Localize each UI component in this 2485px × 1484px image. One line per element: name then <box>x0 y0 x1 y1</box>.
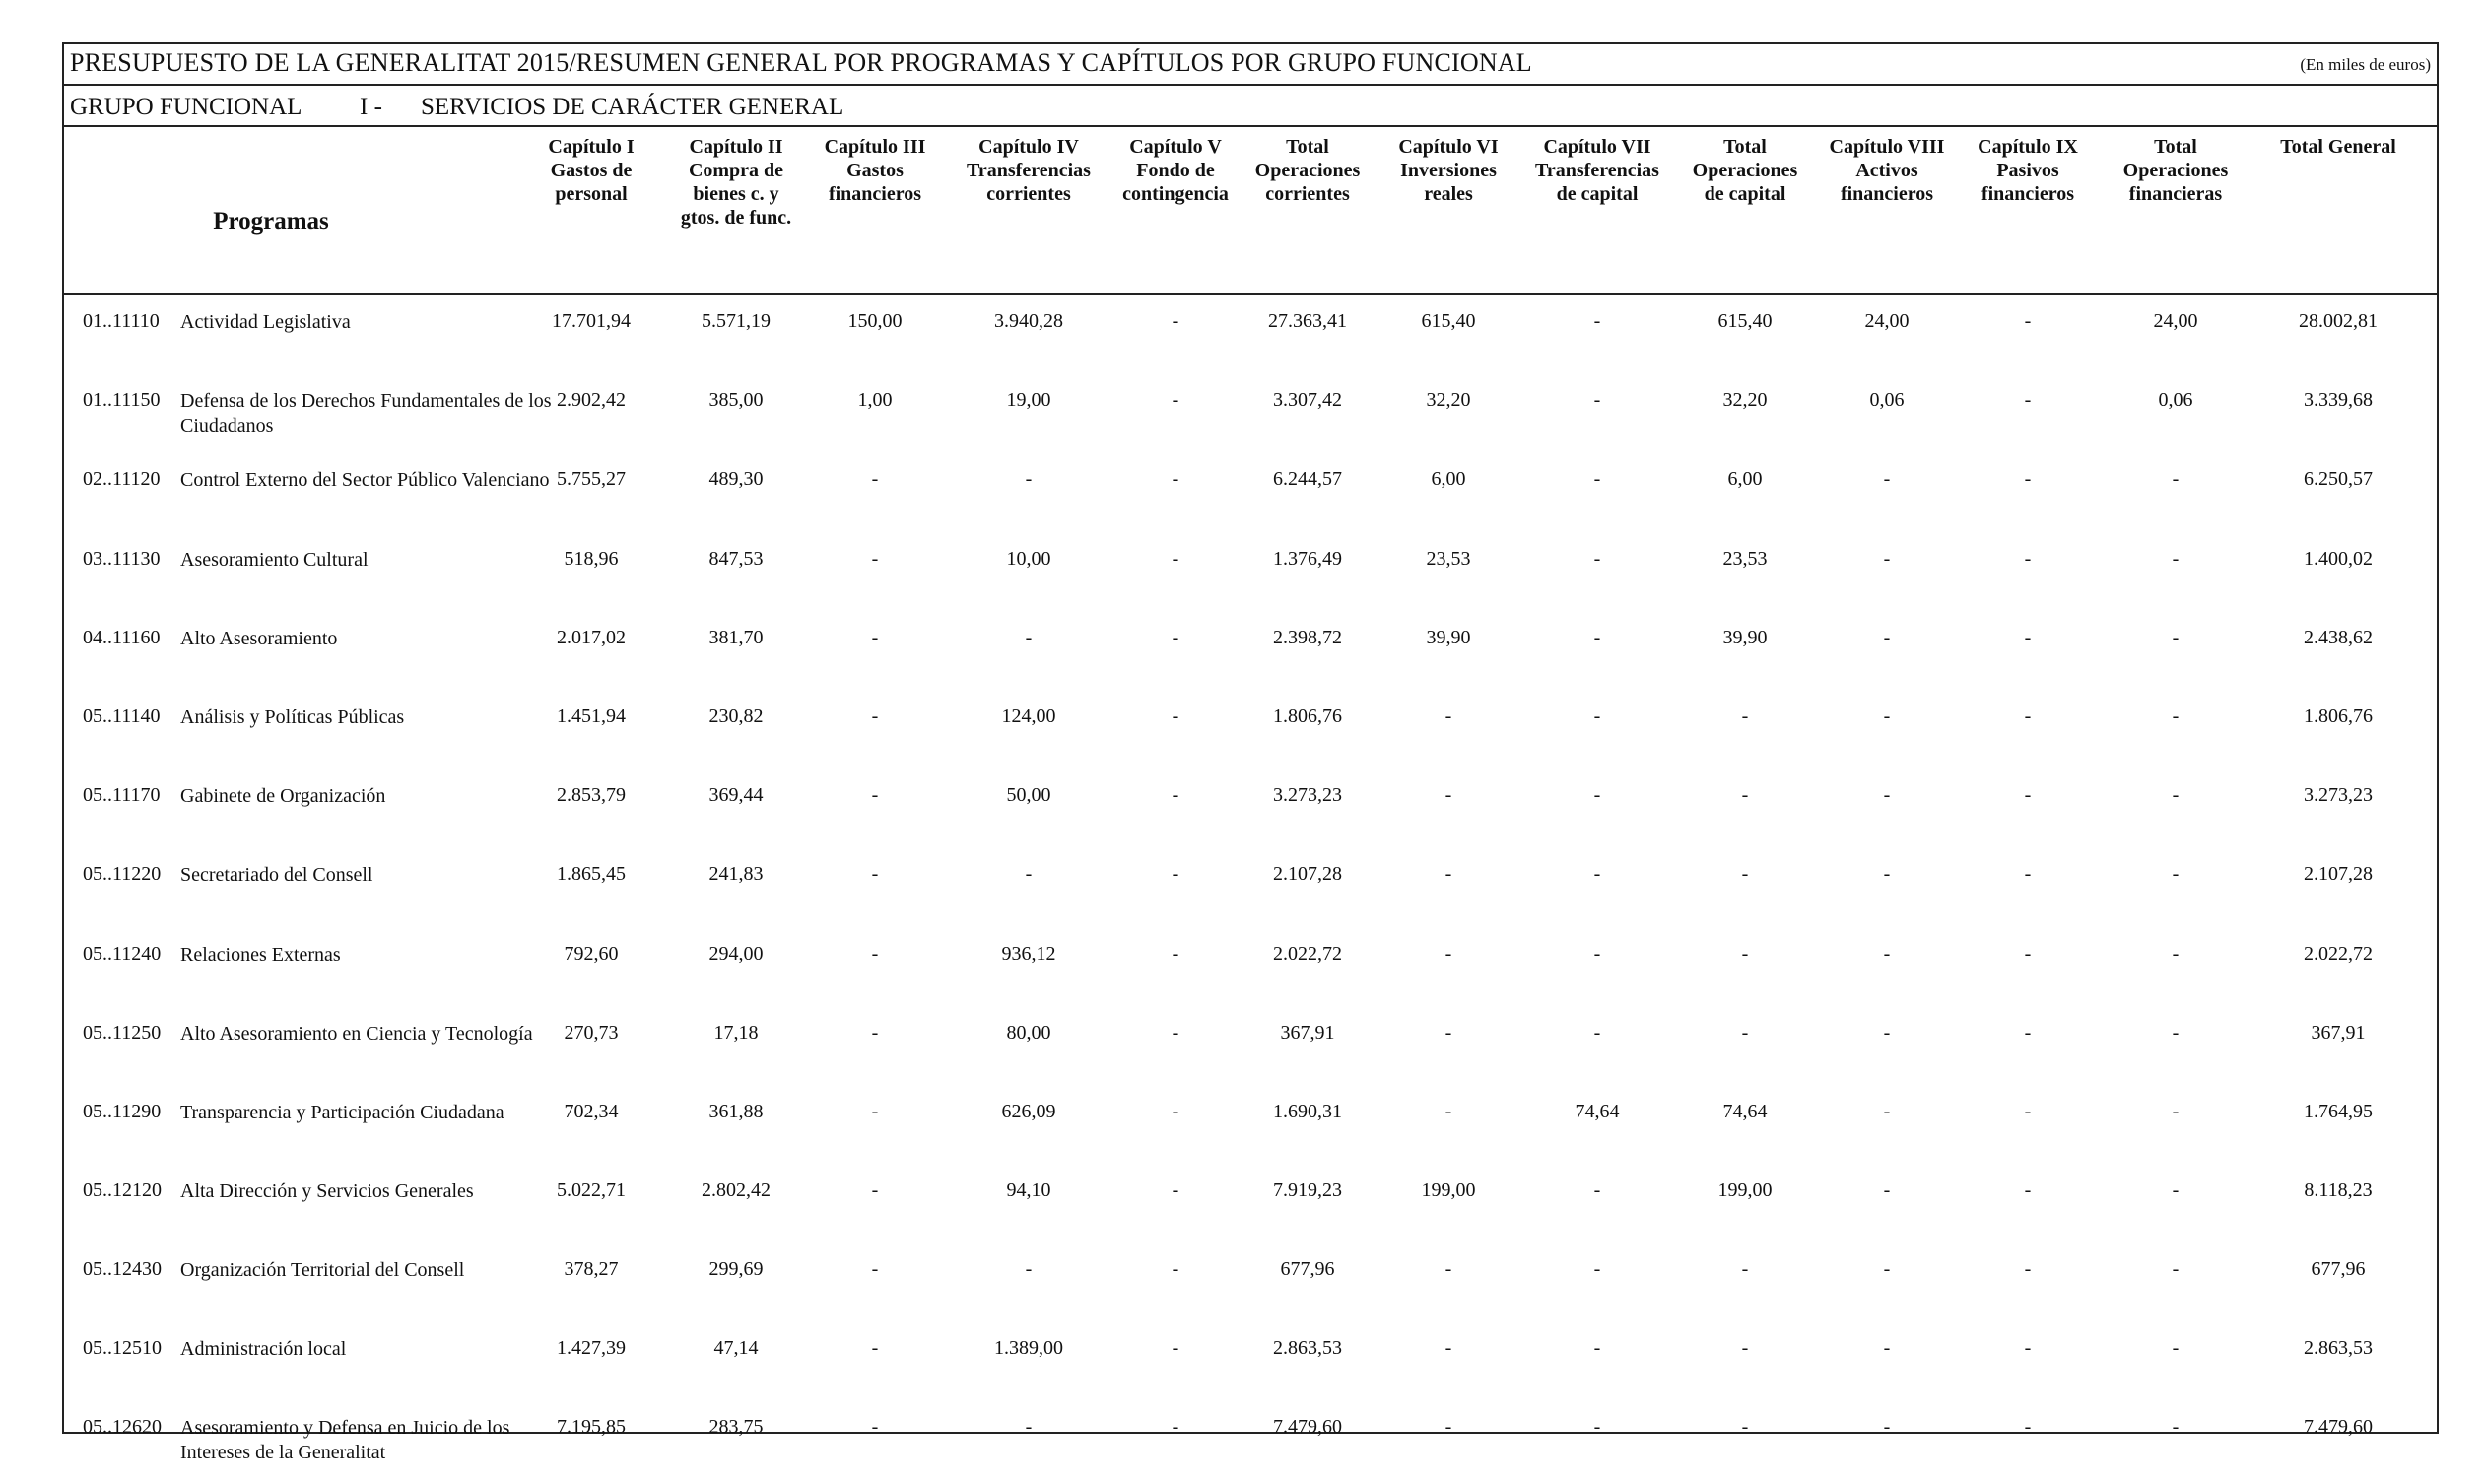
cell-value: - <box>1593 1337 1601 1359</box>
cell-value: - <box>1172 943 1179 965</box>
cell-value: 3.940,28 <box>994 310 1063 332</box>
program-code: 05..11170 <box>83 784 161 806</box>
cell-value: 283,75 <box>708 1416 764 1438</box>
column-header: Capítulo IV Transferencias corrientes <box>967 136 1091 205</box>
table-header <box>64 127 2437 295</box>
program-name: Administración local <box>180 1338 347 1360</box>
cell-value: 24,00 <box>1864 310 1910 332</box>
program-name: Alta Dirección y Servicios Generales <box>180 1180 474 1202</box>
cell-value: 2.802,42 <box>702 1180 771 1201</box>
cell-value: - <box>871 468 879 490</box>
cell-value: - <box>871 943 879 965</box>
cell-value: - <box>1741 863 1749 885</box>
cell-value: 792,60 <box>564 943 619 965</box>
cell-value: 1,00 <box>857 389 893 411</box>
cell-value: - <box>1883 1258 1891 1280</box>
program-name: Análisis y Políticas Públicas <box>180 707 405 728</box>
cell-value: - <box>2172 1180 2180 1201</box>
group-label: GRUPO FUNCIONAL <box>70 94 302 120</box>
program-code: 05..12510 <box>83 1337 162 1359</box>
cell-value: - <box>1172 1101 1179 1122</box>
group-name: SERVICIOS DE CARÁCTER GENERAL <box>421 94 844 120</box>
document-title: PRESUPUESTO DE LA GENERALITAT 2015/RESUMEN GENERAL POR PROGRAMAS Y CAPÍTULOS POR GRUPO FUNCIONAL <box>70 48 1532 77</box>
program-code: 05..11140 <box>83 706 161 727</box>
cell-value: - <box>1883 1180 1891 1201</box>
cell-value: 1.865,45 <box>557 863 626 885</box>
program-code: 01..11150 <box>83 389 161 411</box>
cell-value: 2.107,28 <box>2304 863 2373 885</box>
cell-value: - <box>2024 863 2032 885</box>
cell-value: 0,06 <box>2158 389 2193 411</box>
cell-value: - <box>1172 863 1179 885</box>
cell-value: 677,96 <box>1280 1258 1335 1280</box>
cell-value: - <box>2024 943 2032 965</box>
program-code: 05..11290 <box>83 1101 162 1122</box>
cell-value: - <box>1444 1258 1452 1280</box>
cell-value: 361,88 <box>708 1101 764 1122</box>
column-header: Total Operaciones financieras <box>2122 136 2229 205</box>
cell-value: - <box>1593 627 1601 648</box>
cell-value: - <box>1593 784 1601 806</box>
cell-value: - <box>871 627 879 648</box>
cell-value: 5.571,19 <box>702 310 771 332</box>
cell-value: - <box>1172 1180 1179 1201</box>
cell-value: - <box>1025 627 1033 648</box>
program-name: Secretariado del Consell <box>180 864 373 886</box>
cell-value: 626,09 <box>1001 1101 1056 1122</box>
cell-value: 1.764,95 <box>2304 1101 2373 1122</box>
cell-value: - <box>1883 784 1891 806</box>
cell-value: 32,20 <box>1426 389 1471 411</box>
table-row <box>64 452 2437 531</box>
cell-value: - <box>1741 1022 1749 1044</box>
cell-value: 2.438,62 <box>2304 627 2373 648</box>
cell-value: 6,00 <box>1431 468 1466 490</box>
program-name: Asesoramiento Cultural <box>180 549 369 571</box>
cell-value: 5.755,27 <box>557 468 626 490</box>
column-header: Capítulo II Compra de bienes c. y gtos. de func. <box>680 136 792 229</box>
cell-value: - <box>1172 627 1179 648</box>
column-header: Capítulo III Gastos financieros <box>824 136 926 205</box>
cell-value: - <box>2024 1416 2032 1438</box>
program-name: Asesoramiento y Defensa en Juicio de los Intereses de la Generalitat <box>180 1417 510 1463</box>
cell-value: - <box>2024 468 2032 490</box>
budget-table-frame <box>62 42 2439 1463</box>
cell-value: - <box>1593 468 1601 490</box>
program-name: Defensa de los Derechos Fundamentales de los Ciudadanos <box>180 390 552 437</box>
table-row <box>64 769 2437 847</box>
cell-value: 1.389,00 <box>994 1337 1063 1359</box>
cell-value: 39,90 <box>1722 627 1768 648</box>
cell-value: 1.427,39 <box>557 1337 626 1359</box>
cell-value: 7.195,85 <box>557 1416 626 1438</box>
column-header: Capítulo VIII Activos financieros <box>1829 136 1945 205</box>
cell-value: - <box>1593 310 1601 332</box>
cell-value: - <box>2024 548 2032 570</box>
cell-value: - <box>871 548 879 570</box>
cell-value: - <box>1593 389 1601 411</box>
cell-value: - <box>1025 1416 1033 1438</box>
cell-value: 74,64 <box>1722 1101 1768 1122</box>
cell-value: 2.017,02 <box>557 627 626 648</box>
cell-value: 615,40 <box>1421 310 1476 332</box>
cell-value: 8.118,23 <box>2304 1180 2373 1201</box>
cell-value: 299,69 <box>708 1258 764 1280</box>
cell-value: - <box>871 1101 879 1122</box>
cell-value: - <box>871 1022 879 1044</box>
program-name: Alto Asesoramiento en Ciencia y Tecnología <box>180 1023 533 1045</box>
cell-value: - <box>1593 1416 1601 1438</box>
cell-value: 17.701,94 <box>552 310 631 332</box>
cell-value: 2.902,42 <box>557 389 626 411</box>
functional-group-row <box>64 86 2437 127</box>
group-number: I - <box>360 94 382 120</box>
cell-value: - <box>1172 468 1179 490</box>
cell-value: - <box>2024 706 2032 727</box>
cell-value: 3.273,23 <box>1273 784 1342 806</box>
cell-value: - <box>2172 1022 2180 1044</box>
cell-value: - <box>2024 1180 2032 1201</box>
cell-value: 6.244,57 <box>1273 468 1342 490</box>
cell-value: 32,20 <box>1722 389 1768 411</box>
cell-value: - <box>2172 1337 2180 1359</box>
cell-value: - <box>2024 1101 2032 1122</box>
cell-value: 7.919,23 <box>1273 1180 1342 1201</box>
column-header: Capítulo V Fondo de contingencia <box>1122 136 1229 205</box>
cell-value: 124,00 <box>1001 706 1056 727</box>
cell-value: 2.863,53 <box>1273 1337 1342 1359</box>
cell-value: - <box>1741 784 1749 806</box>
cell-value: - <box>1883 1101 1891 1122</box>
cell-value: 17,18 <box>713 1022 759 1044</box>
cell-value: 615,40 <box>1717 310 1773 332</box>
cell-value: - <box>1593 1180 1601 1201</box>
cell-value: 6,00 <box>1727 468 1763 490</box>
cell-value: 230,82 <box>708 706 764 727</box>
column-header: Capítulo I Gastos de personal <box>548 136 635 205</box>
cell-value: 94,10 <box>1006 1180 1051 1201</box>
cell-value: 369,44 <box>708 784 764 806</box>
column-header: Total Operaciones de capital <box>1692 136 1798 205</box>
cell-value: 385,00 <box>708 389 764 411</box>
cell-value: - <box>871 1337 879 1359</box>
program-name: Alto Asesoramiento <box>180 628 338 649</box>
cell-value: 936,12 <box>1001 943 1056 965</box>
cell-value: - <box>2172 706 2180 727</box>
cell-value: 28.002,81 <box>2299 310 2378 332</box>
cell-value: - <box>871 1258 879 1280</box>
cell-value: - <box>1593 706 1601 727</box>
cell-value: 2.853,79 <box>557 784 626 806</box>
cell-value: - <box>2172 1258 2180 1280</box>
program-name: Actividad Legislativa <box>180 311 351 333</box>
cell-value: - <box>1025 468 1033 490</box>
cell-value: 367,91 <box>2311 1022 2366 1044</box>
cell-value: - <box>1444 863 1452 885</box>
cell-value: - <box>1172 389 1179 411</box>
cell-value: - <box>1883 627 1891 648</box>
cell-value: 1.400,02 <box>2304 548 2373 570</box>
cell-value: - <box>1593 943 1601 965</box>
table-row <box>64 1164 2437 1243</box>
cell-value: - <box>2172 468 2180 490</box>
column-header: Capítulo VII Transferencias de capital <box>1535 136 1659 205</box>
cell-value: 10,00 <box>1006 548 1051 570</box>
cell-value: - <box>2172 784 2180 806</box>
table-row <box>64 690 2437 769</box>
cell-value: 702,34 <box>564 1101 619 1122</box>
cell-value: - <box>1444 784 1452 806</box>
programs-header: Programas <box>213 208 329 235</box>
cell-value: 518,96 <box>564 548 619 570</box>
program-code: 05..11250 <box>83 1022 162 1044</box>
cell-value: 2.398,72 <box>1273 627 1342 648</box>
cell-value: 39,90 <box>1426 627 1471 648</box>
column-header: Capítulo IX Pasivos financieros <box>1978 136 2078 205</box>
cell-value: 3.307,42 <box>1273 389 1342 411</box>
cell-value: - <box>1741 943 1749 965</box>
cell-value: - <box>2024 1337 2032 1359</box>
cell-value: - <box>1172 548 1179 570</box>
program-code: 05..11240 <box>83 943 162 965</box>
cell-value: 0,06 <box>1869 389 1905 411</box>
cell-value: - <box>1741 1416 1749 1438</box>
cell-value: - <box>1444 706 1452 727</box>
cell-value: - <box>1593 863 1601 885</box>
program-name: Control Externo del Sector Público Valenciano <box>180 469 550 491</box>
cell-value: - <box>1883 1022 1891 1044</box>
program-code: 04..11160 <box>83 627 161 648</box>
cell-value: 2.022,72 <box>1273 943 1342 965</box>
cell-value: - <box>2024 1022 2032 1044</box>
program-code: 01..11110 <box>83 310 160 332</box>
cell-value: - <box>1883 863 1891 885</box>
cell-value: 19,00 <box>1006 389 1051 411</box>
cell-value: - <box>2024 627 2032 648</box>
cell-value: - <box>1444 1101 1452 1122</box>
cell-value: 50,00 <box>1006 784 1051 806</box>
cell-value: 2.863,53 <box>2304 1337 2373 1359</box>
cell-value: - <box>1883 706 1891 727</box>
table-row <box>64 1006 2437 1085</box>
cell-value: 6.250,57 <box>2304 468 2373 490</box>
cell-value: - <box>1883 1416 1891 1438</box>
cell-value: 2.107,28 <box>1273 863 1342 885</box>
cell-value: - <box>1593 548 1601 570</box>
cell-value: 150,00 <box>847 310 903 332</box>
cell-value: 3.339,68 <box>2304 389 2373 411</box>
cell-value: - <box>1172 1337 1179 1359</box>
cell-value: 677,96 <box>2311 1258 2366 1280</box>
cell-value: 378,27 <box>564 1258 619 1280</box>
program-name: Relaciones Externas <box>180 944 341 966</box>
cell-value: 74,64 <box>1575 1101 1620 1122</box>
cell-value: - <box>2024 389 2032 411</box>
cell-value: - <box>1593 1258 1601 1280</box>
cell-value: - <box>871 1416 879 1438</box>
cell-value: 241,83 <box>708 863 764 885</box>
program-code: 05..12430 <box>83 1258 162 1280</box>
program-name: Organización Territorial del Consell <box>180 1259 465 1281</box>
cell-value: - <box>871 863 879 885</box>
table-row <box>64 1243 2437 1321</box>
program-code: 05..12120 <box>83 1180 162 1201</box>
cell-value: - <box>1883 1337 1891 1359</box>
cell-value: 80,00 <box>1006 1022 1051 1044</box>
cell-value: - <box>2024 310 2032 332</box>
cell-value: 1.806,76 <box>2304 706 2373 727</box>
program-code: 05..11220 <box>83 863 162 885</box>
cell-value: - <box>1172 1258 1179 1280</box>
cell-value: - <box>1883 468 1891 490</box>
cell-value: 294,00 <box>708 943 764 965</box>
program-code: 03..11130 <box>83 548 161 570</box>
table-row <box>64 1321 2437 1400</box>
cell-value: 1.376,49 <box>1273 548 1342 570</box>
cell-value: - <box>1593 1022 1601 1044</box>
cell-value: - <box>1741 706 1749 727</box>
cell-value: - <box>1172 1416 1179 1438</box>
cell-value: 270,73 <box>564 1022 619 1044</box>
cell-value: 381,70 <box>708 627 764 648</box>
cell-value: - <box>2024 1258 2032 1280</box>
program-name: Transparencia y Participación Ciudadana <box>180 1102 504 1123</box>
cell-value: 7.479,60 <box>2304 1416 2373 1438</box>
column-header: Total Operaciones corrientes <box>1254 136 1361 205</box>
table-row <box>64 373 2437 452</box>
cell-value: 199,00 <box>1421 1180 1476 1201</box>
cell-value: 23,53 <box>1426 548 1471 570</box>
cell-value: 7.479,60 <box>1273 1416 1342 1438</box>
table-row <box>64 1085 2437 1164</box>
cell-value: - <box>1444 1022 1452 1044</box>
table-row <box>64 295 2437 373</box>
cell-value: - <box>1172 310 1179 332</box>
table-row <box>64 611 2437 690</box>
cell-value: 199,00 <box>1717 1180 1773 1201</box>
cell-value: - <box>1741 1337 1749 1359</box>
cell-value: - <box>1172 1022 1179 1044</box>
cell-value: - <box>1025 1258 1033 1280</box>
program-name: Gabinete de Organización <box>180 785 386 807</box>
cell-value: 47,14 <box>713 1337 759 1359</box>
cell-value: 489,30 <box>708 468 764 490</box>
title-row <box>64 44 2437 86</box>
cell-value: 27.363,41 <box>1268 310 1347 332</box>
cell-value: - <box>1444 1337 1452 1359</box>
table-row <box>64 847 2437 926</box>
cell-value: - <box>2172 943 2180 965</box>
cell-value: - <box>1172 784 1179 806</box>
cell-value: - <box>2172 1416 2180 1438</box>
cell-value: 3.273,23 <box>2304 784 2373 806</box>
cell-value: - <box>1883 943 1891 965</box>
cell-value: 847,53 <box>708 548 764 570</box>
table-row <box>64 927 2437 1006</box>
cell-value: 2.022,72 <box>2304 943 2373 965</box>
cell-value: - <box>1172 706 1179 727</box>
cell-value: - <box>871 1180 879 1201</box>
cell-value: - <box>1883 548 1891 570</box>
cell-value: - <box>1444 943 1452 965</box>
cell-value: - <box>2172 627 2180 648</box>
table-row <box>64 1400 2437 1479</box>
cell-value: 1.806,76 <box>1273 706 1342 727</box>
cell-value: - <box>1444 1416 1452 1438</box>
cell-value: - <box>1741 1258 1749 1280</box>
cell-value: 1.690,31 <box>1273 1101 1342 1122</box>
cell-value: - <box>871 706 879 727</box>
cell-value: - <box>2024 784 2032 806</box>
cell-value: 23,53 <box>1722 548 1768 570</box>
column-header: Total General <box>2280 136 2396 158</box>
program-code: 05..12620 <box>83 1416 162 1438</box>
cell-value: 1.451,94 <box>557 706 626 727</box>
cell-value: - <box>2172 863 2180 885</box>
cell-value: 5.022,71 <box>557 1180 626 1201</box>
table-body <box>64 295 2437 1463</box>
table-row <box>64 532 2437 611</box>
program-code: 02..11120 <box>83 468 161 490</box>
cell-value: 24,00 <box>2153 310 2198 332</box>
column-header: Capítulo VI Inversiones reales <box>1398 136 1499 205</box>
cell-value: 367,91 <box>1280 1022 1335 1044</box>
cell-value: - <box>2172 1101 2180 1122</box>
cell-value: - <box>2172 548 2180 570</box>
units-note: (En miles de euros) <box>2300 55 2431 74</box>
cell-value: - <box>871 784 879 806</box>
cell-value: - <box>1025 863 1033 885</box>
